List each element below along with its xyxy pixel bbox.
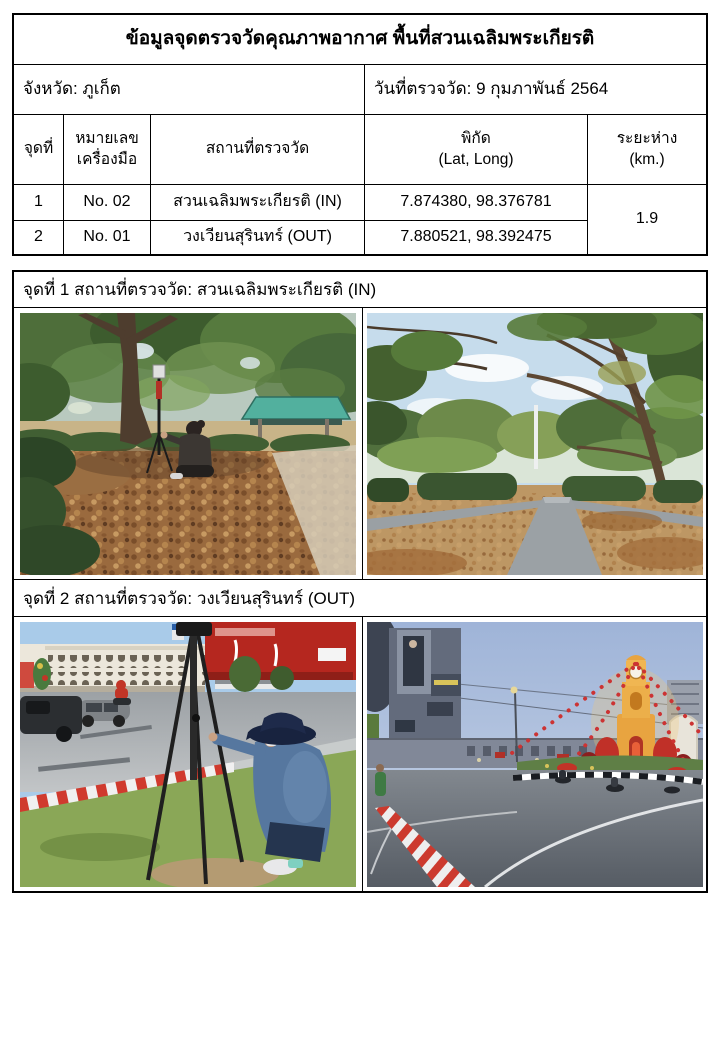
row2-coordinates: 7.880521, 98.392475 [365, 221, 588, 254]
col-header-location: สถานที่ตรวจวัด [151, 115, 365, 185]
section1-heading: จุดที่ 1 สถานที่ตรวจวัด: สวนเฉลิมพระเกียรติ (IN) [14, 272, 706, 308]
photo-table [12, 270, 708, 893]
row1-location: สวนเฉลิมพระเกียรติ (IN) [151, 185, 365, 221]
photo-park-path [367, 313, 703, 575]
photo-clock-tower [367, 622, 703, 887]
col-header-distance-line1: ระยะห่าง [616, 130, 678, 148]
section2-heading: จุดที่ 2 สถานที่ตรวจวัด: วงเวียนสุรินทร์ (OUT) [14, 580, 706, 617]
row2-location: วงเวียนสุรินทร์ (OUT) [151, 221, 365, 254]
col-header-coordinates [365, 115, 588, 185]
row1-coordinates: 7.874380, 98.376781 [365, 185, 588, 221]
photo-cell-park-instrument [14, 308, 363, 580]
province-cell: จังหวัด: ภูเก็ต [14, 65, 365, 115]
col-header-instrument [64, 115, 151, 185]
col-header-distance [588, 115, 706, 185]
row2-point: 2 [14, 221, 64, 254]
row2-instrument: No. 01 [64, 221, 151, 254]
survey-date-cell: วันที่ตรวจวัด: 9 กุมภาพันธ์ 2564 [365, 65, 706, 115]
col-header-coordinates-line2: (Lat, Long) [438, 150, 514, 168]
row1-point: 1 [14, 185, 64, 221]
photo-cell-park-path [363, 308, 706, 580]
info-table [12, 13, 708, 256]
photo-roadside-instrument [20, 622, 356, 887]
photo-cell-clock-tower [363, 617, 706, 891]
col-header-coordinates-line1: พิกัด [461, 130, 491, 148]
distance-value: 1.9 [635, 210, 659, 228]
col-header-instrument-line2: เครื่องมือ [76, 150, 138, 168]
col-header-point: จุดที่ [14, 115, 64, 185]
col-header-instrument-line1: หมายเลข [75, 130, 139, 148]
photo-park-instrument [20, 313, 356, 575]
photo-cell-roadside [14, 617, 363, 891]
page-title: ข้อมูลจุดตรวจวัดคุณภาพอากาศ พื้นที่สวนเฉลิมพระเกียรติ [14, 15, 706, 65]
row1-instrument: No. 02 [64, 185, 151, 221]
col-header-distance-line2: (km.) [629, 150, 665, 168]
